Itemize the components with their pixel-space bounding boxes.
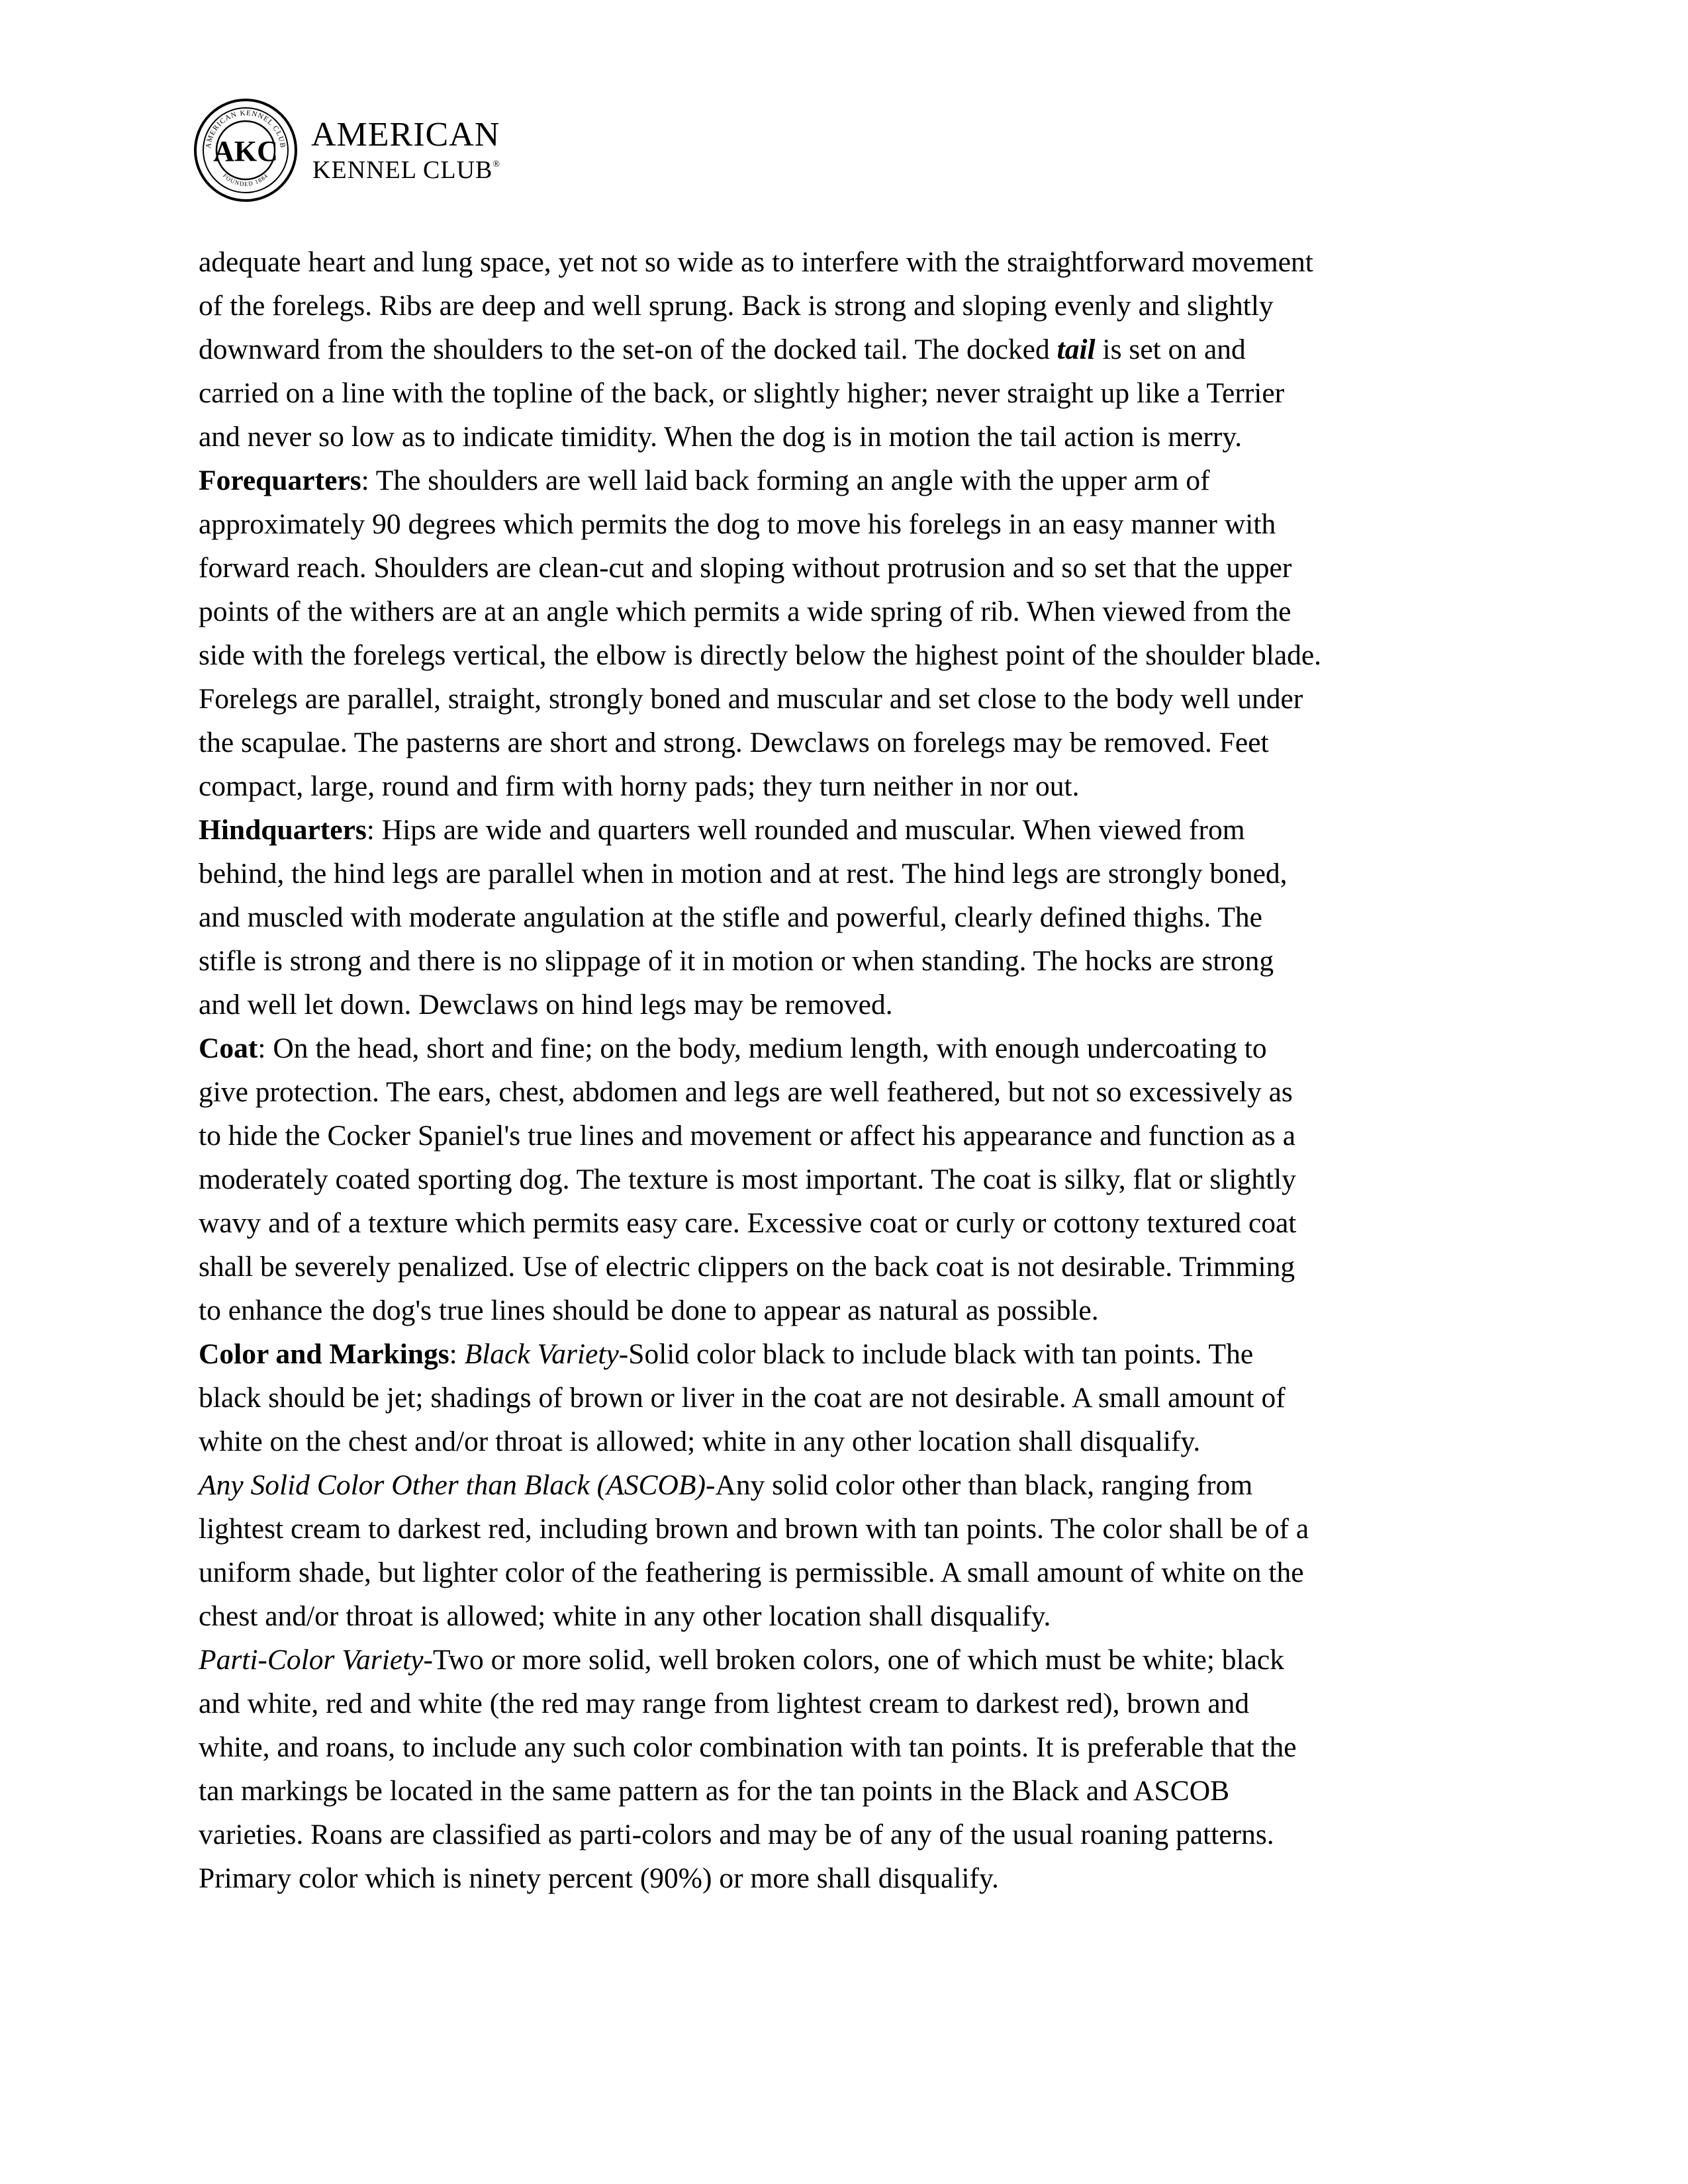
text-line: points of the withers are at an angle which permits a wide spring of rib. When viewed from the [199,596,1291,627]
text-line: stifle is strong and there is no slippage of it in motion or when standing. The hocks are strong [199,945,1274,977]
text-line: Forelegs are parallel, straight, strongly boned and muscular and set close to the body well under [199,683,1303,715]
text-line [199,1463,1496,1507]
text-run: : On the head, short and fine; on the body, medium length, with enough undercoating to [258,1032,1267,1064]
akc-logo [193,98,501,204]
text-line [199,1026,1496,1070]
text-line [199,1638,1496,1682]
body-text [199,240,1496,1900]
text-line: to enhance the dog's true lines should be done to appear as natural as possible. [199,1295,1099,1326]
text-line [199,808,1496,852]
text-line: carried on a line with the topline of the back, or slightly higher; never straight up like a Terrier [199,377,1285,409]
heading-hindquarters: Hindquarters [199,814,367,846]
text-line: varieties. Roans are classified as parti-colors and may be of any of the usual roaning patterns. [199,1819,1274,1850]
text-run: : Hips are wide and quarters well rounded and muscular. When viewed from [366,814,1245,846]
text-line: white, and roans, to include any such color combination with tan points. It is preferable that the [199,1731,1297,1763]
subheading-parti-color-variety: Parti-Color Variety [199,1644,424,1676]
text-run: is set on and [1095,334,1246,365]
text-run: downward from the shoulders to the set-on of the docked tail. The docked [199,334,1057,365]
subheading-black-variety: Black Variety [464,1338,619,1370]
seal-ring-bottom-text: FOUNDED 1884 [221,172,270,188]
text-run: -Solid color black to include black with tan points. The [618,1338,1254,1370]
logo-word-american: AMERICAN [311,116,500,154]
text-line: side with the forelegs vertical, the elbow is directly below the highest point of the shoulder blade. [199,639,1322,671]
text-line: to hide the Cocker Spaniel's true lines and movement or affect his appearance and function as a [199,1120,1296,1152]
text-line: black should be jet; shadings of brown or liver in the coat are not desirable. A small amount of [199,1382,1286,1414]
text-line: approximately 90 degrees which permits the dog to move his forelegs in an easy manner with [199,508,1276,540]
logo-word-kennel-club-text: KENNEL CLUB [312,156,493,184]
text-line: behind, the hind legs are parallel when in motion and at rest. The hind legs are strongly boned, [199,858,1288,889]
text-line [199,1332,1496,1376]
text-line: lightest cream to darkest red, including brown and brown with tan points. The color shall be of a [199,1513,1309,1545]
text-run: -Two or more solid, well broken colors, one of which must be white; black [423,1644,1284,1676]
text-line: white on the chest and/or throat is allowed; white in any other location shall disqualify. [199,1426,1201,1457]
text-line [199,459,1496,502]
text-line: of the forelegs. Ribs are deep and well sprung. Back is strong and sloping evenly and slightly [199,290,1274,322]
text-line: compact, large, round and firm with horny pads; they turn neither in nor out. [199,770,1080,802]
seal-ring-top-text: AMERICAN KENNEL CLUB [204,109,287,149]
text-line: the scapulae. The pasterns are short and strong. Dewclaws on forelegs may be removed. Feet [199,727,1269,758]
text-line: and never so low as to indicate timidity. When the dog is in motion the tail action is merry. [199,421,1243,453]
text-run: -Any solid color other than black, ranging from [705,1469,1253,1501]
text-line: shall be severely penalized. Use of electric clippers on the back coat is not desirable. Trimming [199,1251,1295,1283]
heading-forequarters: Forequarters [199,465,361,496]
text-line: tan markings be located in the same pattern as for the tan points in the Black and ASCOB [199,1775,1230,1807]
text-line: Primary color which is ninety percent (90%) or more shall disqualify. [199,1862,999,1894]
text-line: uniform shade, but lighter color of the feathering is permissible. A small amount of white on the [199,1557,1304,1588]
text-line: give protection. The ears, chest, abdomen and legs are well feathered, but not so excessively as [199,1076,1293,1108]
seal-monogram: AKC [213,135,278,167]
heading-coat: Coat [199,1032,258,1064]
text-line: and white, red and white (the red may range from lightest cream to darkest red), brown and [199,1688,1250,1719]
text-line: and well let down. Dewclaws on hind legs may be removed. [199,989,893,1021]
subheading-ascob: Any Solid Color Other than Black (ASCOB) [199,1469,706,1501]
heading-color-and-markings: Color and Markings [199,1338,449,1370]
text-line: and muscled with moderate angulation at the stifle and powerful, clearly defined thighs. The [199,901,1262,933]
akc-seal-icon [193,98,298,203]
trademark-symbol: ® [492,159,501,169]
text-line: wavy and of a texture which permits easy care. Excessive coat or curly or cottony textured coat [199,1207,1297,1239]
text-run: : The shoulders are well laid back forming an angle with the upper arm of [361,465,1210,496]
text-line [199,328,1496,371]
text-line: moderately coated sporting dog. The texture is most important. The coat is silky, flat or slightly [199,1163,1296,1195]
text-line: forward reach. Shoulders are clean-cut and sloping without protrusion and so set that the upper [199,552,1292,584]
term-tail: tail [1056,334,1096,365]
text-line: adequate heart and lung space, yet not so wide as to interfere with the straightforward movement [199,246,1313,278]
logo-word-kennel-club [312,158,500,183]
text-line: chest and/or throat is allowed; white in any other location shall disqualify. [199,1600,1051,1632]
text-run: : [449,1338,465,1370]
